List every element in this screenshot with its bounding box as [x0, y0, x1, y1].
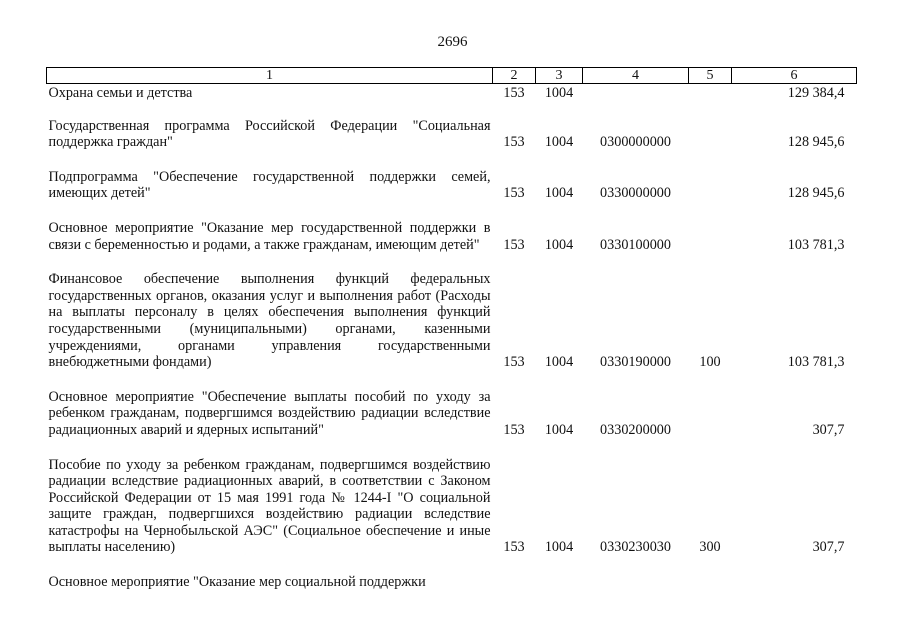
column-header-amount: 6	[732, 68, 857, 84]
header-row	[47, 68, 857, 84]
row-target-article: 0330000000	[600, 185, 671, 202]
row-amount: 307,7	[812, 421, 845, 438]
row-expense-type	[689, 84, 732, 118]
column-header-expense-type: 5	[689, 68, 732, 84]
row-section: 1004	[544, 185, 574, 202]
row-ved	[493, 574, 536, 591]
row-amount	[732, 574, 857, 591]
table-body	[47, 84, 857, 591]
row-amount: 103 781,3	[787, 354, 845, 371]
row-name: Подпрограмма "Обеспечение государственной поддержки семей, имеющих детей"	[48, 168, 491, 202]
row-ved: 153	[503, 185, 525, 202]
row-section	[536, 574, 583, 591]
row-target-article	[583, 574, 689, 591]
table-row	[47, 389, 857, 457]
row-expense-type	[689, 118, 732, 169]
row-name: Основное мероприятие "Обеспечение выплаты пособий по уходу за ребенком гражданам, подвергшимся воздействию радиации вследствие радиационных аварий и ядерных испытаний"	[48, 388, 491, 438]
page-number: 2696	[437, 34, 468, 50]
column-header-name: 1	[47, 68, 493, 84]
table-row	[47, 457, 857, 575]
table-row	[47, 271, 857, 389]
row-target-article	[583, 84, 689, 118]
table-header	[47, 68, 857, 84]
column-header-target-article: 4	[583, 68, 689, 84]
row-expense-type: 100	[699, 354, 721, 371]
row-ved: 153	[503, 236, 525, 253]
row-target-article: 0300000000	[600, 134, 671, 151]
table-row	[47, 220, 857, 271]
table-row	[47, 84, 857, 118]
row-ved: 153	[503, 421, 525, 438]
row-expense-type	[689, 220, 732, 271]
row-section: 1004	[544, 354, 574, 371]
row-name: Государственная программа Российской Федерации "Социальная поддержка граждан"	[48, 117, 491, 151]
row-expense-type	[689, 389, 732, 457]
row-ved: 153	[503, 539, 525, 556]
row-amount: 103 781,3	[787, 236, 845, 253]
table-row	[47, 169, 857, 220]
column-header-section: 3	[536, 68, 583, 84]
row-ved: 153	[503, 85, 525, 101]
row-name: Охрана семьи и детства	[48, 85, 193, 101]
table-row	[47, 574, 857, 591]
row-amount: 128 945,6	[787, 134, 845, 151]
row-target-article: 0330100000	[600, 236, 671, 253]
row-amount: 307,7	[812, 539, 845, 556]
column-header-ved: 2	[493, 68, 536, 84]
row-name: Пособие по уходу за ребенком гражданам, подвергшимся воздействию радиации вследствие радиационных аварий, в соответствии с Законом Российской Федерации от 15 мая 1991 года № 1244-I "О социальной защите граждан, подвергшихся воздействию радиации вследствие катастрофы на Чернобыльской АЭС" (Социальное обеспечение и иные выплаты населению)	[48, 456, 491, 556]
budget-table	[46, 67, 857, 591]
row-name: Финансовое обеспечение выполнения функций федеральных государственных органов, оказания услуг и выполнения работ (Расходы на выплаты персоналу в целях обеспечения выполнения функций государственными (муниципальными) органами, казенными учреждениями, органами управления государственными внебюджетными фондами)	[48, 271, 491, 371]
table-row	[47, 118, 857, 169]
row-expense-type	[689, 169, 732, 220]
row-ved: 153	[503, 354, 525, 371]
row-section: 1004	[544, 421, 574, 438]
row-section: 1004	[544, 539, 574, 556]
row-target-article: 0330190000	[600, 354, 671, 371]
row-expense-type	[689, 574, 732, 591]
row-section: 1004	[544, 236, 574, 253]
row-target-article: 0330200000	[600, 421, 671, 438]
row-ved: 153	[503, 134, 525, 151]
row-target-article: 0330230030	[600, 539, 671, 556]
row-name: Основное мероприятие "Оказание мер государственной поддержки в связи с беременностью и родами, а также гражданам, имеющим детей"	[48, 219, 491, 253]
row-name: Основное мероприятие "Оказание мер социальной поддержки	[48, 574, 426, 591]
row-section: 1004	[544, 85, 574, 101]
row-expense-type: 300	[699, 539, 721, 556]
row-amount: 128 945,6	[787, 185, 845, 202]
row-amount: 129 384,4	[787, 85, 845, 101]
row-section: 1004	[544, 134, 574, 151]
